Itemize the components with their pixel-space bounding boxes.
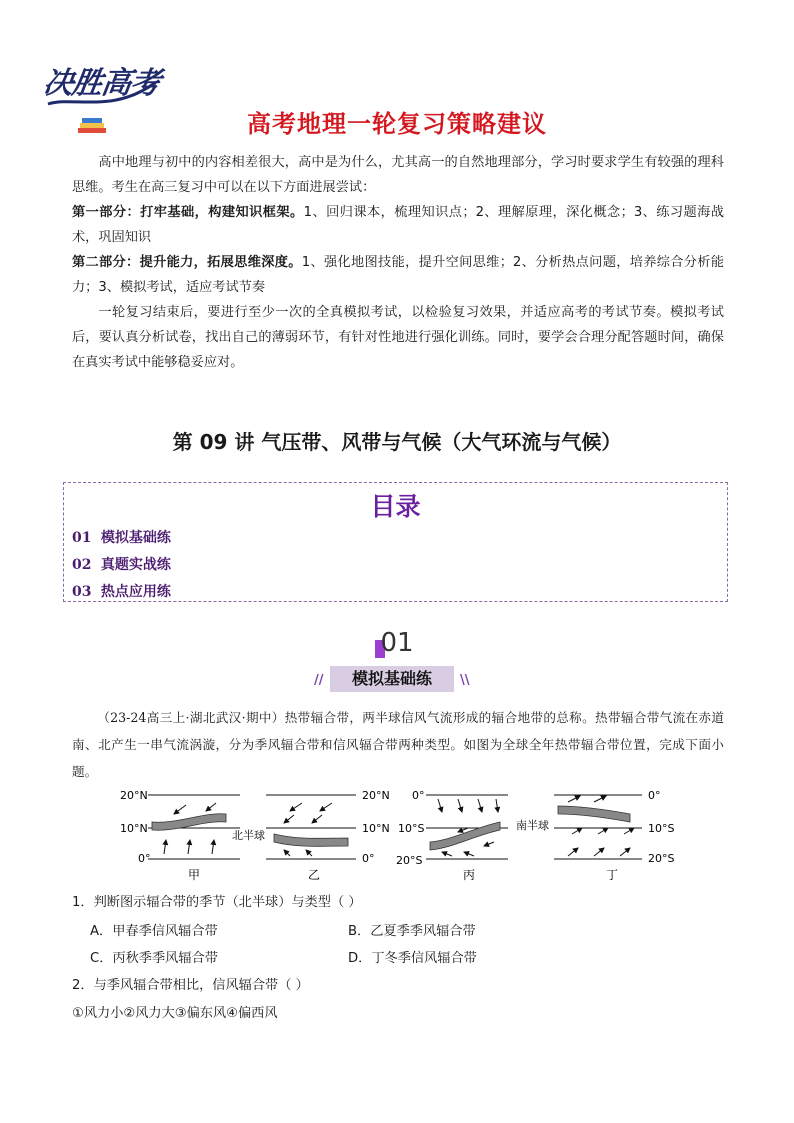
yi-label: 乙: [308, 868, 321, 882]
table-of-contents: [63, 482, 728, 602]
banner-left-slash: //: [314, 673, 324, 688]
toc-title: 目录: [370, 492, 421, 521]
q1-option-b[interactable]: B．乙夏季季风辐合带: [348, 924, 476, 939]
toc-item-3[interactable]: 03 热点应用练: [72, 584, 171, 600]
q1-option-c[interactable]: C．丙秋季季风辐合带: [90, 951, 218, 966]
ding-mid-label: 10°S: [648, 822, 675, 835]
section-title: 模拟基础练: [330, 666, 454, 692]
panel-ding: [516, 789, 674, 882]
itcz-figure: [108, 784, 688, 884]
part1-paragraph: [72, 200, 724, 250]
ding-label: 丁: [606, 868, 619, 882]
lecture-title: 第 09 讲 气压带、风带与气候（大气环流与气候）: [172, 430, 622, 454]
bing-mid-label: 10°S: [398, 822, 425, 835]
intro-section: [72, 150, 724, 375]
jia-bottom-label: 0°: [138, 852, 151, 865]
part2-body: 1、强化地图技能，提升空间思维；2、分析热点问题，培养综合分析能力；3、模拟考试，适应考试节奏: [72, 255, 725, 295]
panel-jia: [120, 789, 240, 882]
yi-mid-label: 10°N: [362, 822, 390, 835]
question-2-choices: ①风力小②风力大③偏东风④偏西风: [72, 1006, 278, 1021]
question-intro: （23-24高三上·湖北武汉·期中）热带辐合带，两半球信风气流形成的辐合地带的总称。热带辐合带气流在赤道南、北产生一串气流涡漩，分为季风辐合带和信风辐合带两种类型。如图为全球全年热带辐合带位置，完成下面小题。: [72, 710, 724, 779]
section-number: 01: [380, 628, 414, 658]
jia-label: 甲: [188, 868, 201, 882]
bing-bottom-label: 20°S: [396, 854, 423, 867]
panel-yi: [232, 789, 390, 882]
logo-text: 决胜高考: [41, 66, 162, 101]
part2-lead: 第二部分：提升能力，拓展思维深度。: [72, 255, 302, 270]
north-hemisphere-label: 北半球: [232, 829, 265, 842]
question-2-stem: 2．与季风辐合带相比，信风辐合带（ ）: [72, 978, 309, 993]
q1-option-d[interactable]: D．丁冬季信风辐合带: [348, 951, 477, 966]
jia-top-label: 20°N: [120, 789, 148, 802]
ding-top-label: 0°: [648, 789, 661, 802]
bing-top-label: 0°: [412, 789, 425, 802]
question-1-stem: 1．判断图示辐合带的季节（北半球）与类型（ ）: [72, 895, 362, 910]
panel-bing: [396, 789, 508, 882]
page-title: 高考地理一轮复习策略建议: [247, 110, 547, 138]
yi-bottom-label: 0°: [362, 852, 375, 865]
jia-mid-label: 10°N: [120, 822, 148, 835]
part1-lead: 第一部分：打牢基础，构建知识框架。: [72, 205, 304, 220]
q1-option-a[interactable]: A．甲春季信风辐合带: [90, 924, 218, 939]
bing-label: 丙: [463, 868, 476, 882]
part1-body: 1、回归课本，梳理知识点；2、理解原理，深化概念；3、练习题海战术，巩固知识: [72, 205, 724, 245]
yi-top-label: 20°N: [362, 789, 390, 802]
toc-item-2[interactable]: 02 真题实战练: [72, 557, 171, 573]
intro-paragraph: 高中地理与初中的内容相差很大，高中是为什么，尤其高一的自然地理部分，学习时要求学生有较强的理科思维。考生在高三复习中可以在以下方面进展尝试：: [72, 155, 724, 195]
part2-paragraph: [72, 250, 724, 300]
south-hemisphere-label: 南半球: [516, 819, 549, 832]
banner-right-slash: \\: [460, 673, 470, 688]
toc-item-1[interactable]: 01 模拟基础练: [72, 530, 171, 546]
ding-bottom-label: 20°S: [648, 852, 675, 865]
closing-paragraph: 一轮复习结束后，要进行至少一次的全真模拟考试，以检验复习效果，并适应高考的考试节奏。模拟考试后，要认真分析试卷，找出自己的薄弱环节，有针对性地进行强化训练。同时，要学会合理分配答题时间，确保在真实考试中能够稳妥应对。: [72, 305, 724, 370]
